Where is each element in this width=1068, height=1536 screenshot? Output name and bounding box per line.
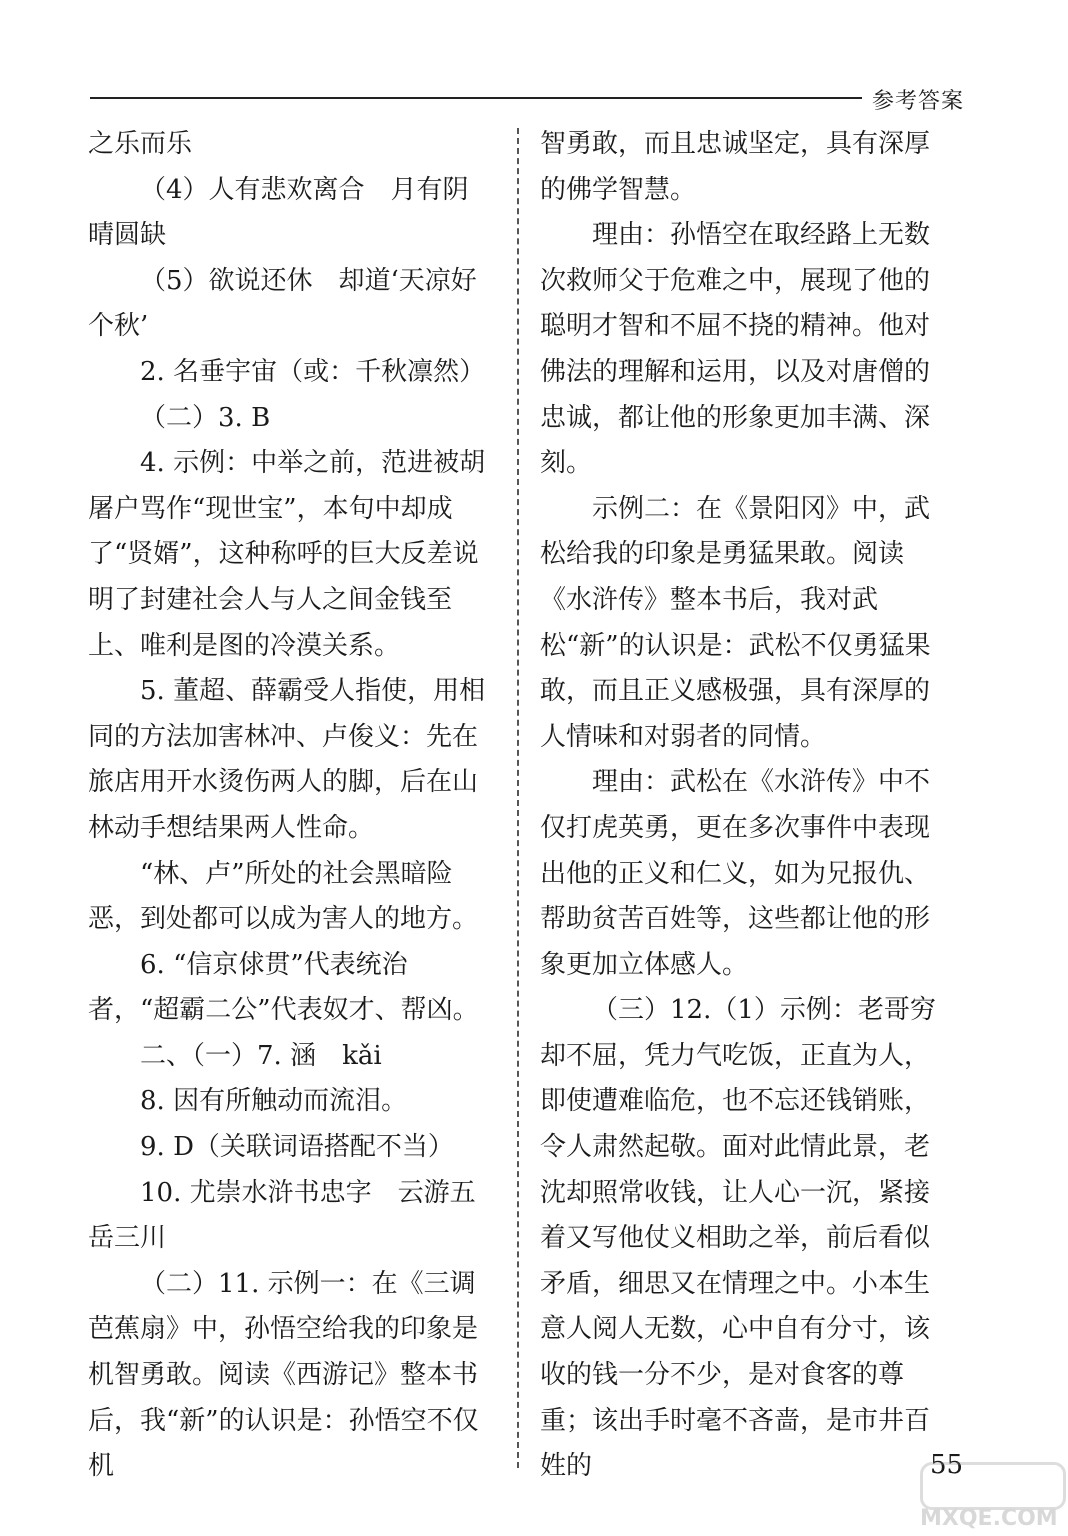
- left-paragraph: （二）3. B: [140, 402, 271, 433]
- left-paragraph: （4）人有悲欢离合 月有阴晴圆缺: [88, 174, 469, 251]
- left-paragraph: 9. D（关联词语搭配不当）: [140, 1132, 454, 1163]
- right-paragraph: 示例二：在《景阳冈》中，武松给我的印象是勇猛果敢。阅读《水浒传》整本书后，我对武松“新”的认识是：武松不仅勇猛果敢，而且正义感极强，具有深厚的人情味和对弱者的同情。: [540, 493, 931, 752]
- right-paragraph: 理由：孙悟空在取经路上无数次救师父于危难之中，展现了他的聪明才智和不屈不挠的精神。他对佛法的理解和运用，以及对唐僧的忠诚，都让他的形象更加丰满、深刻。: [540, 220, 931, 479]
- page-number: 55: [930, 1450, 964, 1480]
- left-paragraph: “林、卢”所处的社会黑暗险恶，到处都可以成为害人的地方。: [88, 858, 479, 935]
- left-paragraph: （二）11. 示例一：在《三调芭蕉扇》中，孙悟空给我的印象是机智勇敢。阅读《西游记》整本书后，我“新”的认识是：孙悟空不仅机: [88, 1268, 479, 1482]
- header-label: 参考答案: [872, 89, 965, 114]
- watermark-logo: [920, 1462, 1060, 1532]
- left-paragraph: 5. 董超、薛霸受人指使，用相同的方法加害林冲、卢俊义：先在旅店用开水烫伤两人的脚，后在山林动手想结果两人性命。: [88, 676, 486, 843]
- left-paragraph: 8. 因有所触动而流泪。: [140, 1086, 408, 1117]
- left-paragraph: 6. “信京俅贯”代表统治者，“超霸二公”代表奴才、帮凶。: [88, 949, 479, 1026]
- watermark-url: MXQE.COM: [920, 1506, 1058, 1531]
- right-paragraph: （三）12.（1）示例：老哥穷却不屈，凭力气吃饭，正直为人，即使遭难临危，也不忘还钱销账，令人肃然起敬。面对此情此景，老沈却照常收钱，让人心一沉，紧接着又写他仗义相助之举，前后看似矛盾，细思又在情理之中。小本生意人阅人无数，心中自有分寸，该收的钱一分不少，是对食客的尊重；该出手时毫不吝啬，是市井百姓的: [540, 995, 936, 1482]
- left-paragraph: 4. 示例：中举之前，范进被胡屠户骂作“现世宝”，本句中却成了“贤婿”，这种称呼的巨大反差说明了封建社会人与人之间金钱至上、唯利是图的冷漠关系。: [88, 448, 486, 661]
- right-paragraph: 理由：武松在《水浒传》中不仅打虎英勇，更在多次事件中表现出他的正义和仁义，如为兄报仇、帮助贫苦百姓等，这些都让他的形象更加立体感人。: [540, 767, 931, 980]
- left-paragraph: （5）欲说还休 却道‘天凉好个秋’: [88, 265, 477, 342]
- right-paragraph: 智勇敢，而且忠诚坚定，具有深厚的佛学智慧。: [540, 129, 931, 205]
- column-divider: [517, 128, 519, 1468]
- left-paragraph: 之乐而乐: [88, 129, 193, 159]
- left-column: [88, 122, 492, 1490]
- left-paragraph: 2. 名垂宇宙（或：千秋凛然）: [140, 356, 486, 387]
- header-rule: [90, 97, 862, 99]
- watermark-bubble-icon: [920, 1462, 1066, 1510]
- left-paragraph: 二、（一）7. 涵 kǎi: [140, 1040, 382, 1071]
- left-paragraph: 10. 尤崇水浒书忠字 云游五岳三川: [88, 1177, 476, 1254]
- right-column: [540, 122, 952, 1490]
